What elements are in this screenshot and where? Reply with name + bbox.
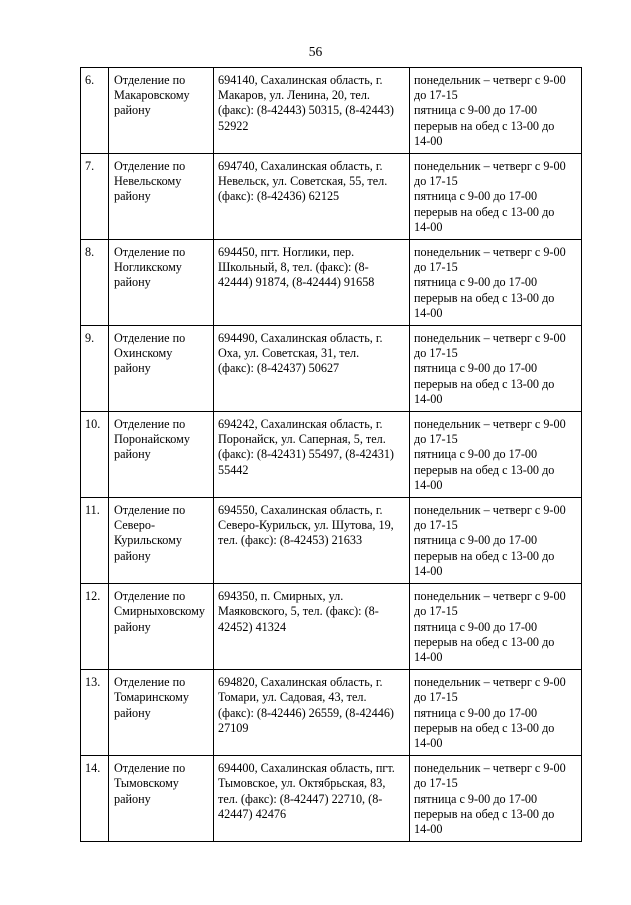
office-address-line: Томари, ул. Садовая, 43, тел. [218,690,367,705]
office-hours-line: перерыв на обед с 13-00 до [414,720,555,735]
office-hours-line: перерыв на обед с 13-00 до [414,376,555,391]
office-hours-line: перерыв на обед с 13-00 до [414,634,555,649]
office-name-line: Отделение по [114,245,186,260]
office-hours-cell [410,326,582,412]
office-hours-line: до 17-15 [414,690,458,705]
office-address-line: Северо-Курильск, ул. Шутова, 19, [218,518,394,533]
office-hours-cell [410,584,582,670]
office-address-line: 55442 [218,462,249,477]
office-address-line: 694400, Сахалинская область, пгт. [218,761,395,776]
office-name-line: району [114,361,151,376]
office-hours-line: 14-00 [414,391,443,406]
office-name-line: Отделение по [114,503,186,518]
table-row [81,584,582,670]
office-hours-line: понедельник – четверг с 9-00 [414,761,566,776]
office-hours-line: до 17-15 [414,88,458,103]
office-name-line: району [114,103,151,118]
office-hours-line: до 17-15 [414,346,458,361]
office-hours-line: 14-00 [414,821,443,836]
offices-table [80,67,582,842]
office-hours-cell [410,68,582,154]
office-name-cell [109,68,214,154]
office-hours-line: 14-00 [414,477,443,492]
office-name-cell [109,756,214,842]
office-hours-line: понедельник – четверг с 9-00 [414,503,566,518]
office-name-line: Курильскому [114,533,182,548]
office-hours-line: понедельник – четверг с 9-00 [414,417,566,432]
office-hours-line: понедельник – четверг с 9-00 [414,159,566,174]
office-address-cell [214,154,410,240]
office-address-line: Школьный, 8, тел. (факс): (8- [218,260,369,275]
office-hours-line: пятница с 9-00 до 17-00 [414,361,538,376]
office-hours-line: до 17-15 [414,260,458,275]
office-hours-cell [410,240,582,326]
table-row [81,240,582,326]
office-hours-line: 14-00 [414,735,443,750]
office-address-line: 694242, Сахалинская область, г. [218,417,383,432]
office-name-line: Томаринскому [114,690,189,705]
office-hours-line: 14-00 [414,219,443,234]
page-number: 56 [308,44,323,59]
office-name-cell [109,154,214,240]
office-hours-line: пятница с 9-00 до 17-00 [414,619,538,634]
office-address-line: 694350, п. Смирных, ул. [218,589,344,604]
office-address-line: Оха, ул. Советская, 31, тел. [218,346,360,361]
office-name-line: Ногликскому [114,260,182,275]
office-hours-line: до 17-15 [414,776,458,791]
office-hours-line: понедельник – четверг с 9-00 [414,675,566,690]
office-name-line: Отделение по [114,761,186,776]
office-hours-line: перерыв на обед с 13-00 до [414,204,555,219]
table-row [81,412,582,498]
office-hours-line: пятница с 9-00 до 17-00 [414,103,538,118]
office-name-line: Поронайскому [114,432,190,447]
office-name-line: району [114,275,151,290]
office-address-cell [214,240,410,326]
office-hours-line: перерыв на обед с 13-00 до [414,806,555,821]
office-hours-line: до 17-15 [414,432,458,447]
office-hours-line: пятница с 9-00 до 17-00 [414,275,538,290]
office-address-line: 42444) 91874, (8-42444) 91658 [218,275,375,290]
office-address-line: Невельск, ул. Советская, 55, тел. [218,174,388,189]
office-address-line: Поронайск, ул. Саперная, 5, тел. [218,432,386,447]
offices-table-body [81,68,582,842]
office-hours-line: до 17-15 [414,174,458,189]
office-address-cell [214,584,410,670]
office-address-line: (факс): (8-42443) 50315, (8-42443) [218,103,394,118]
office-address-cell [214,412,410,498]
office-address-line: (факс): (8-42436) 62125 [218,189,340,204]
office-address-line: 694740, Сахалинская область, г. [218,159,383,174]
office-hours-line: перерыв на обед с 13-00 до [414,462,555,477]
office-address-cell [214,756,410,842]
table-row [81,670,582,756]
table-row [81,154,582,240]
office-address-cell [214,670,410,756]
office-name-line: Отделение по [114,417,186,432]
office-address-line: 694450, пгт. Ноглики, пер. [218,245,355,260]
table-row [81,756,582,842]
office-hours-line: понедельник – четверг с 9-00 [414,331,566,346]
office-name-cell [109,584,214,670]
office-hours-line: 14-00 [414,133,443,148]
office-hours-cell [410,412,582,498]
office-hours-line: 14-00 [414,649,443,664]
row-number: 10. [81,412,109,498]
table-row [81,68,582,154]
office-hours-line: 14-00 [414,563,443,578]
office-name-line: Охинскому [114,346,173,361]
office-name-line: району [114,189,151,204]
table-row [81,498,582,584]
office-hours-line: пятница с 9-00 до 17-00 [414,791,538,806]
office-name-line: Смирныховскому [114,604,205,619]
office-hours-line: пятница с 9-00 до 17-00 [414,533,538,548]
office-hours-cell [410,670,582,756]
office-name-line: району [114,791,151,806]
office-address-line: тел. (факс): (8-42453) 21633 [218,533,363,548]
office-address-line: Тымовское, ул. Октябрьская, 83, [218,776,386,791]
office-address-line: (факс): (8-42446) 26559, (8-42446) [218,705,394,720]
office-hours-line: понедельник – четверг с 9-00 [414,245,566,260]
office-hours-cell [410,756,582,842]
office-address-line: 52922 [218,118,249,133]
row-number: 8. [81,240,109,326]
office-name-line: Отделение по [114,159,186,174]
office-hours-line: пятница с 9-00 до 17-00 [414,447,538,462]
row-number: 7. [81,154,109,240]
row-number: 12. [81,584,109,670]
office-hours-cell [410,154,582,240]
row-number: 6. [81,68,109,154]
office-name-line: Северо- [114,518,156,533]
office-hours-line: понедельник – четверг с 9-00 [414,589,566,604]
office-name-line: Макаровскому [114,88,190,103]
office-address-line: (факс): (8-42431) 55497, (8-42431) [218,447,394,462]
office-address-line: 27109 [218,720,249,735]
office-name-line: Отделение по [114,73,186,87]
office-name-line: Отделение по [114,589,186,604]
office-address-line: (факс): (8-42437) 50627 [218,361,340,376]
table-row [81,326,582,412]
office-address-line: Маяковского, 5, тел. (факс): (8- [218,604,379,619]
office-name-line: Отделение по [114,331,186,346]
office-name-line: району [114,705,151,720]
office-address-line: 42447) 42476 [218,806,287,821]
row-number: 9. [81,326,109,412]
office-name-cell [109,240,214,326]
office-hours-line: пятница с 9-00 до 17-00 [414,705,538,720]
office-name-cell [109,498,214,584]
office-name-line: району [114,619,151,634]
office-hours-line: понедельник – четверг с 9-00 [414,73,566,87]
office-address-line: тел. (факс): (8-42447) 22710, (8- [218,791,383,806]
office-address-cell [214,326,410,412]
office-name-line: Невельскому [114,174,182,189]
office-address-line: 694550, Сахалинская область, г. [218,503,383,518]
office-name-line: Отделение по [114,675,186,690]
office-address-line: 694490, Сахалинская область, г. [218,331,383,346]
office-name-cell [109,326,214,412]
office-hours-line: пятница с 9-00 до 17-00 [414,189,538,204]
row-number: 14. [81,756,109,842]
office-address-cell [214,498,410,584]
office-hours-line: до 17-15 [414,518,458,533]
office-address-line: 694140, Сахалинская область, г. [218,73,383,87]
office-name-line: району [114,447,151,462]
office-name-cell [109,670,214,756]
office-address-line: Макаров, ул. Ленина, 20, тел. [218,88,370,103]
row-number: 13. [81,670,109,756]
office-hours-line: перерыв на обед с 13-00 до [414,290,555,305]
office-address-line: 694820, Сахалинская область, г. [218,675,383,690]
office-name-cell [109,412,214,498]
office-hours-cell [410,498,582,584]
office-address-line: 42452) 41324 [218,619,287,634]
office-hours-line: до 17-15 [414,604,458,619]
office-name-line: Тымовскому [114,776,179,791]
row-number: 11. [81,498,109,584]
office-hours-line: перерыв на обед с 13-00 до [414,548,555,563]
office-hours-line: 14-00 [414,305,443,320]
office-name-line: району [114,548,151,563]
office-hours-line: перерыв на обед с 13-00 до [414,118,555,133]
office-address-cell [214,68,410,154]
